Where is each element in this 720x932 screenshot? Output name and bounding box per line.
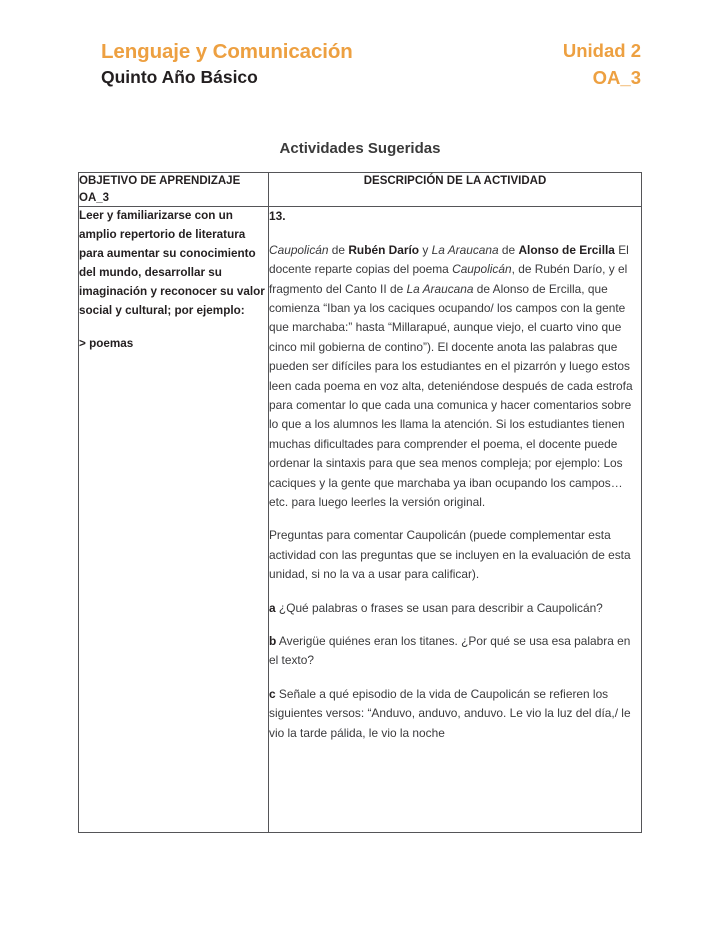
activity-number-text: 13. xyxy=(269,209,286,224)
question-letter-b: b xyxy=(269,634,277,649)
activities-table xyxy=(78,172,642,833)
table-row xyxy=(79,207,642,833)
connector-3: de xyxy=(498,242,519,257)
author-ruben-dario: Rubén Darío xyxy=(348,242,420,257)
body-work-caupolican: Caupolicán xyxy=(452,262,512,277)
body-segment-b: , de Rubén Darío, y el fragmento del Canto II de xyxy=(269,262,628,296)
header-left-block xyxy=(101,40,353,89)
connector-1: de xyxy=(328,242,349,257)
body-work-la-araucana: La Araucana xyxy=(406,281,474,296)
connector-2: y xyxy=(419,242,432,257)
oa-code: OA_3 xyxy=(592,66,641,88)
question-item-a xyxy=(269,599,641,618)
document-header xyxy=(101,40,641,89)
section-title: Actividades Sugeridas xyxy=(279,140,441,157)
question-item-b xyxy=(269,632,641,671)
activity-number xyxy=(269,207,641,226)
question-text-c: Señale a qué episodio de la vida de Caupolicán se refieren los siguientes versos: “Anduvo, anduvo, anduvo. Le vio la luz del día,/ le vio la tarde pálida, le vio la noche xyxy=(269,686,631,740)
question-letter-a: a xyxy=(269,600,276,615)
author-alonso-de-ercilla: Alonso de Ercilla xyxy=(518,242,615,257)
question-text-a: ¿Qué palabras o frases se usan para describir a Caupolicán? xyxy=(275,600,603,615)
body-segment-a: El docente reparte copias del poema xyxy=(269,242,629,277)
subject-title: Lenguaje y Comunicación xyxy=(101,40,353,63)
header-right-block xyxy=(563,40,641,89)
grade-title: Quinto Año Básico xyxy=(101,67,258,88)
unit-title: Unidad 2 xyxy=(562,40,641,61)
table-header-row xyxy=(79,173,642,207)
question-letter-c: c xyxy=(269,686,276,701)
objective-text: Leer y familiarizarse con un amplio repertorio de literatura para aumentar su conocimiento del mundo, desarrollar su imaginación y reconocer su valor social y cultural; por ejemplo: xyxy=(79,209,265,318)
activity-paragraph-1 xyxy=(269,241,641,513)
objective-example: > poemas xyxy=(79,337,134,351)
objective-cell xyxy=(79,207,269,833)
work-title-la-araucana: La Araucana xyxy=(431,242,499,257)
question-text-b: Averigüe quiénes eran los titanes. ¿Por qué se usa esa palabra en el texto? xyxy=(269,634,631,668)
column-header-description: DESCRIPCIÓN DE LA ACTIVIDAD xyxy=(269,173,642,207)
body-segment-c: de Alonso de Ercilla, que comienza “Iban ya los caciques ocupando/ los campos con la gente que marchaba:” hasta “Millarapué, aunque viejo, el cuarto vino que cinco mil gobierna de contino”). El docente anota las palabras que pueden ser difíciles para los estudiantes en el pizarrón y luego estos leen cada poema en voz alta, deteniéndose después de cada estrofa para comentar lo que cada una comunica y hacer comentarios sobre lo que a los alumnos les llama la atención. Si los estudiantes tienen muchas dificultades para comprender el poema, el docente puede ordenar la sintaxis para que sea menos compleja; por ejemplo: Los caciques y la gente que marchaba ya iban ocupando los campos… etc. para luego leerles la versión original. xyxy=(269,281,633,510)
work-title-caupolican: Caupolicán xyxy=(269,242,329,257)
activity-paragraph-2: Preguntas para comentar Caupolicán (puede complementar esta actividad con las preguntas que se incluyen en la evaluación de esta unidad, si no la va a usar para calificar). xyxy=(269,528,631,582)
description-cell xyxy=(269,207,642,833)
question-item-c xyxy=(269,685,641,743)
column-header-objective: OBJETIVO DE APRENDIZAJE OA_3 xyxy=(79,173,269,207)
